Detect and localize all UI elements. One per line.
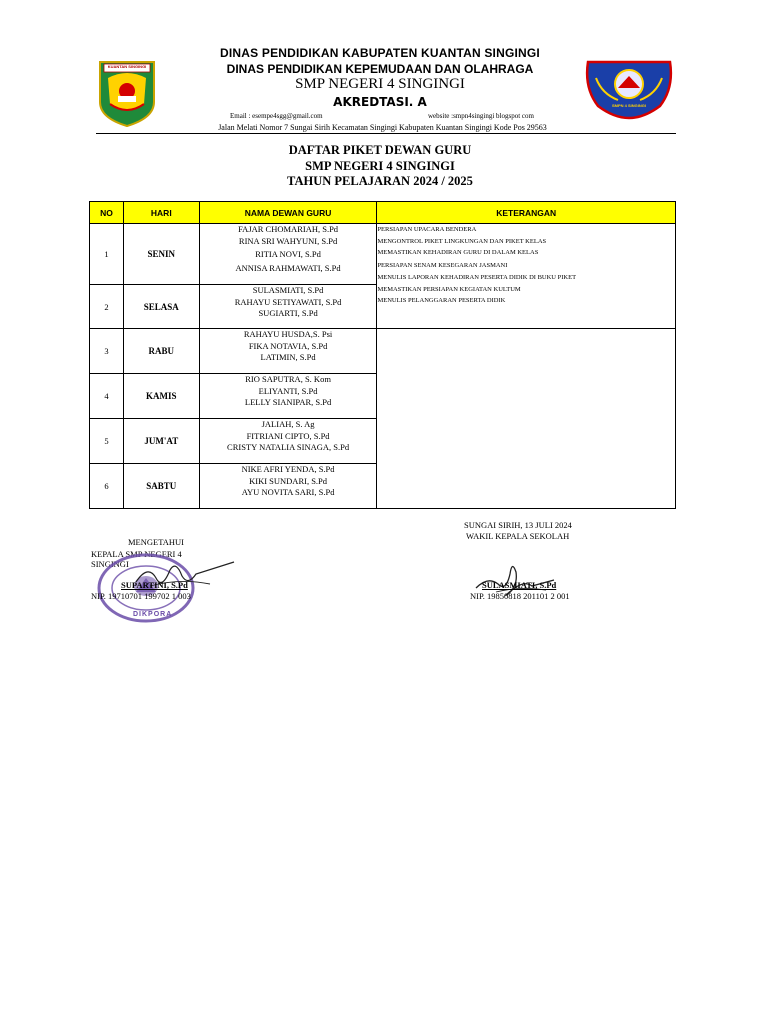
- header-line1: DINAS PENDIDIKAN KABUPATEN KUANTAN SINGINGI: [220, 46, 540, 60]
- teacher-name: NIKE AFRI YENDA, S.Pd: [241, 464, 335, 474]
- row-teachers: [199, 329, 377, 374]
- left-logo-text: KUANTAN SINGINGI: [107, 64, 147, 69]
- table-bottom-border: [90, 509, 676, 510]
- school-email: Email : esempe4sgg@gmail.com: [230, 112, 323, 120]
- row-no: 4: [90, 374, 124, 419]
- row-no: 1: [90, 224, 124, 285]
- accreditation: AKREDTASI. A: [333, 95, 427, 109]
- teacher-name: KIKI SUNDARI, S.Pd: [249, 475, 328, 486]
- teacher-name: LATIMIN, S.Pd: [260, 352, 316, 362]
- duty-note: PERSIAPAN UPACARA BENDERA: [377, 226, 477, 233]
- row-no: 5: [90, 419, 124, 464]
- teacher-name: FIKA NOTAVIA, S.Pd: [248, 340, 328, 351]
- sig-left-name: SUPARTINI, S.Pd: [121, 580, 188, 590]
- table-header-row: [90, 202, 676, 224]
- row-no: 3: [90, 329, 124, 374]
- row-day: SELASA: [123, 285, 199, 329]
- table-row: [90, 224, 676, 285]
- header-line2: DINAS PENDIDIKAN KEPEMUDAAN DAN OLAHRAGA: [226, 62, 534, 76]
- row-day: JUM'AT: [123, 419, 199, 464]
- header-no: NO: [90, 202, 124, 224]
- sig-right-nip: NIP. 19850818 201101 2 001: [470, 591, 570, 601]
- teacher-name: FAJAR CHOMARIAH, S.Pd: [238, 224, 339, 234]
- school-name: SMP NEGERI 4 SINGINGI: [295, 76, 465, 92]
- stamp-text: DIKPORA: [133, 611, 173, 618]
- row-teachers: [199, 419, 377, 464]
- duty-table: [89, 201, 676, 509]
- teacher-name: RAHAYU SETIYAWATI, S.Pd: [234, 296, 342, 307]
- duty-note: MENULIS PELANGGARAN PESERTA DIDIK: [377, 297, 506, 304]
- row-teachers: [199, 285, 377, 329]
- sig-left-label1: MENGETAHUI: [128, 537, 184, 547]
- duty-note: MENGONTROL PIKET LINGKUNGAN DAN PIKET KELAS: [377, 237, 547, 245]
- right-logo-text: SMPN 4 SINGINGI: [611, 103, 646, 108]
- doc-subtitle: SMP NEGERI 4 SINGINGI: [305, 159, 455, 173]
- row-day: SABTU: [123, 464, 199, 509]
- school-website: website :smpn4singingi blogspot com: [428, 112, 534, 120]
- duty-note: PERSIAPAN SENAM KESEGARAN JASMANI: [377, 261, 508, 269]
- keterangan-cell: [377, 224, 676, 329]
- duty-note: MENULIS LAPORAN KEHADIRAN PESERTA DIDIK DI BUKU PIKET: [377, 274, 577, 281]
- teacher-name: ANNISA RAHMAWATI, S.Pd: [235, 262, 341, 273]
- sig-left-label2: KEPALA SMP NEGERI 4: [91, 549, 182, 559]
- sig-right-date: SUNGAI SIRIH, 13 JULI 2024: [464, 520, 572, 530]
- table-row: [90, 329, 676, 374]
- row-no: 2: [90, 285, 124, 329]
- teacher-name: AYU NOVITA SARI, S.Pd: [241, 487, 335, 497]
- teacher-name: SUGIARTI, S.Pd: [258, 308, 318, 318]
- duty-note: MEMASTIKAN PERSIAPAN KEGIATAN KULTUM: [377, 285, 521, 293]
- keterangan-empty: [377, 329, 676, 509]
- header-hari: HARI: [123, 202, 199, 224]
- header-divider: [96, 133, 676, 134]
- doc-year: TAHUN PELAJARAN 2024 / 2025: [287, 174, 473, 188]
- sig-left-label3: SINGINGI: [91, 559, 129, 569]
- sig-right-label: WAKIL KEPALA SEKOLAH: [466, 531, 570, 541]
- teacher-name: SULASMIATI, S.Pd: [252, 285, 324, 295]
- row-teachers: [199, 464, 377, 509]
- header-nama: NAMA DEWAN GURU: [199, 202, 377, 224]
- teacher-name: LELLY SIANIPAR, S.Pd: [244, 397, 332, 407]
- header-keterangan: KETERANGAN: [377, 202, 676, 224]
- row-teachers: [199, 374, 377, 419]
- doc-title: DAFTAR PIKET DEWAN GURU: [288, 143, 472, 157]
- row-day: RABU: [123, 329, 199, 374]
- teacher-name: RINA SRI WAHYUNI, S.Pd: [238, 235, 338, 246]
- row-day: SENIN: [123, 224, 199, 285]
- row-day: KAMIS: [123, 374, 199, 419]
- teacher-name: JALIAH, S. Ag: [261, 419, 315, 429]
- row-teachers: [199, 224, 377, 285]
- duty-note: MEMASTIKAN KEHADIRAN GURU DI DALAM KELAS: [377, 249, 539, 256]
- school-address: Jalan Melati Nomor 7 Sungai Sirih Kecamatan Singingi Kabupaten Kuantan Singingi Kode Pos 29563: [218, 123, 547, 132]
- teacher-name: RITIA NOVI, S.Pd: [255, 249, 321, 259]
- teacher-name: RIO SAPUTRA, S. Kom: [245, 374, 331, 384]
- sig-right-name: SULASMIATI, S.Pd: [482, 580, 557, 590]
- teacher-name: CRISTY NATALIA SINAGA, S.Pd: [227, 442, 350, 452]
- row-no: 6: [90, 464, 124, 509]
- teacher-name: RAHAYU HUSDA,S. Psi: [243, 329, 333, 339]
- teacher-name: FITRIANI CIPTO, S.Pd: [246, 430, 330, 441]
- sig-left-nip: NIP. 19710701 199702 1 003: [91, 591, 191, 601]
- signature-left: [130, 556, 238, 596]
- teacher-name: ELIYANTI, S.Pd: [258, 385, 318, 396]
